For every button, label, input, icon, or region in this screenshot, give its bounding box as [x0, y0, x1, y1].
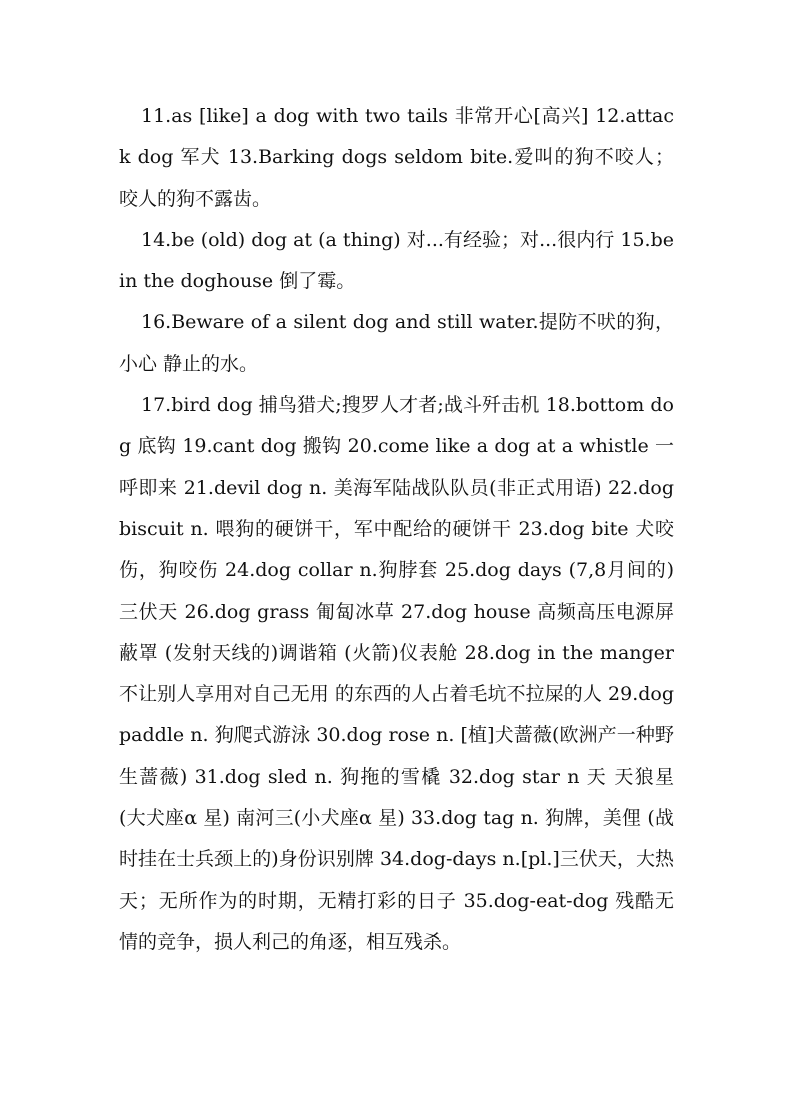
paragraph-idioms-11-13: 11.as [like] a dog with two tails 非常开心[高兴] 12.attack dog 军犬 13.Barking dogs seldom bite.爱叫的狗不咬人；咬人的狗不露齿。: [119, 105, 674, 210]
document-body: [119, 96, 674, 963]
paragraph-idiom-16: 16.Beware of a silent dog and still water.提防不吠的狗，小心 静止的水。: [119, 311, 674, 375]
paragraph-idioms-14-15: 14.be (old) dog at (a thing) 对...有经验；对...很内行 15.be in the doghouse 倒了霉。: [119, 228, 674, 293]
paragraph-idioms-17-35: 17.bird dog 捕鸟猎犬;搜罗人才者;战斗歼击机 18.bottom dog 底钩 19.cant dog 搬钩 20.come like a dog at a whistle 一呼即来 21.devil dog n. 美海军陆战队队员(非正式用语) 22.dog biscuit n. 喂狗的硬饼干，军中配给的硬饼干 23.dog bite 犬咬伤，狗咬伤 24.dog collar n.狗脖套 25.dog days (7,8月间的)三伏天 26.dog grass 匍匐冰草 27.dog house 高频高压电源屏蔽罩 (发射天线的)调谐箱 (火箭)仪表舱 28.dog in the manger 不让别人享用对自己无用 的东西的人占着毛坑不拉屎的人 29.dog paddle n. 狗爬式游泳 30.dog rose n. [植]犬蔷薇(欧洲产一种野生蔷薇) 31.dog sled n. 狗拖的雪橇 32.dog star n 天 天狼星(大犬座α 星) 南河三(小犬座α 星) 33.dog tag n. 狗牌，美俚 (战时挂在士兵颈上的)身份识别牌 34.dog-days n.[pl.]三伏天，大热天；无所作为的时期，无精打彩的日子 35.dog-eat-dog 残酷无情的竞争，损人利己的角逐，相互残杀。: [119, 394, 674, 953]
